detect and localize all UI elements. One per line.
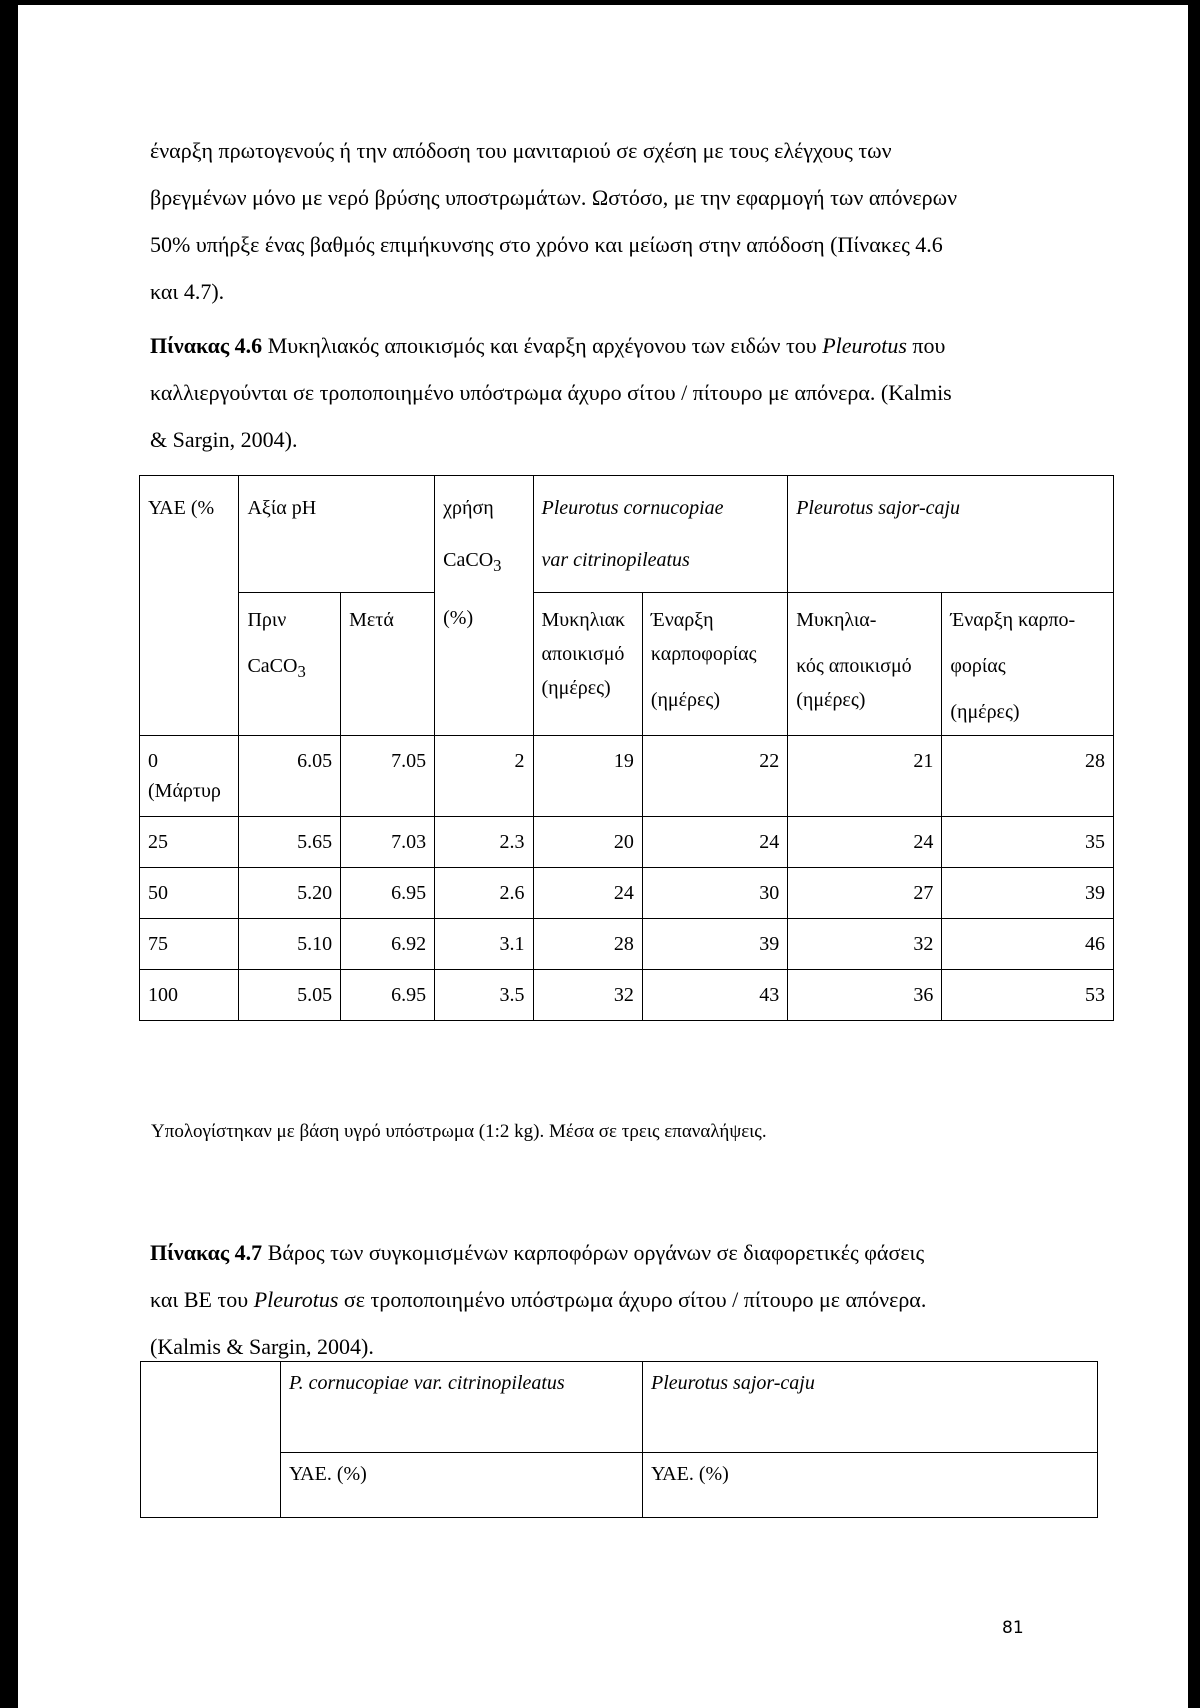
cell-yae: 50	[140, 868, 239, 919]
page-number: 81	[1002, 1618, 1024, 1638]
header-caco3-line: χρήση	[443, 497, 494, 519]
cell-ph-before: 5.65	[239, 817, 341, 868]
caption-genus: Pleurotus	[253, 1287, 339, 1312]
caption-text: Βάρος των συγκομισμένων καρποφόρων οργάνων σε διαφορετικές φάσεις	[262, 1240, 925, 1265]
intro-line: βρεγμένων μόνο με νερό βρύσης υποστρωμάτων. Ωστόσο, με την εφαρμογή των απόνερων	[150, 185, 958, 210]
header-yae-1: ΥΑΕ. (%)	[281, 1453, 643, 1518]
caption-text: (Kalmis & Sargin, 2004).	[150, 1334, 374, 1359]
cell-s2-fruiting: 53	[942, 970, 1114, 1021]
header-row-1	[140, 476, 1114, 593]
cell-s1-mycelial: 19	[533, 736, 642, 817]
caption-text: Μυκηλιακός αποικισμός και έναρξη αρχέγονου των ειδών του	[262, 333, 823, 358]
cell-ph-after: 7.03	[341, 817, 435, 868]
cell-ph-before: 5.20	[239, 868, 341, 919]
cell-ph-after: 6.92	[341, 919, 435, 970]
cell-ph-before: 6.05	[239, 736, 341, 817]
cell-s1-fruiting: 39	[642, 919, 787, 970]
header-row-2	[141, 1453, 1098, 1518]
table-row	[140, 736, 1114, 817]
cell-s1-fruiting: 22	[642, 736, 787, 817]
cell-caco3: 2	[435, 736, 533, 817]
header-empty	[141, 1362, 281, 1518]
header-species2: Pleurotus sajor-caju	[788, 476, 1114, 593]
caption-text: που	[906, 333, 946, 358]
cell-s2-fruiting: 46	[942, 919, 1114, 970]
header-s1-fruiting: Έναρξη καρποφορίας (ημέρες)	[642, 593, 787, 736]
table46-label: Πίνακας 4.6	[150, 333, 263, 358]
cell-s1-fruiting: 24	[642, 817, 787, 868]
cell-s1-mycelial: 20	[533, 817, 642, 868]
intro-line: 50% υπήρξε ένας βαθμός επιμήκυνσης στο χρόνο και μείωση στην απόδοση (Πίνακες 4.6	[150, 232, 943, 257]
cell-caco3: 2.3	[435, 817, 533, 868]
header-s1-mycelial: Μυκηλιακ αποικισμό (ημέρες)	[533, 593, 642, 736]
cell-yae: 100	[140, 970, 239, 1021]
cell-s2-fruiting: 39	[942, 868, 1114, 919]
cell-ph-before: 5.10	[239, 919, 341, 970]
header-yae-2: ΥΑΕ. (%)	[643, 1453, 1098, 1518]
header-caco3-formula: CaCO$_3$	[443, 549, 502, 575]
table46-caption	[150, 322, 1090, 463]
document-page	[18, 5, 1188, 1708]
caption-text: καλλιεργούνται σε τροποποιημένο υπόστρωμα άχυρο σίτου / πίτουρο με απόνερα. (Kalmis	[150, 380, 952, 405]
header-species2: Pleurotus sajor-caju	[643, 1362, 1098, 1453]
cell-s2-fruiting: 35	[942, 817, 1114, 868]
cell-s1-mycelial: 24	[533, 868, 642, 919]
cell-s2-mycelial: 32	[788, 919, 942, 970]
cell-yae: 75	[140, 919, 239, 970]
header-s2-mycelial: Μυκηλια- κός αποικισμό (ημέρες)	[788, 593, 942, 736]
cell-s1-fruiting: 30	[642, 868, 787, 919]
header-s2-fruiting: Έναρξη καρπο- φορίας (ημέρες)	[942, 593, 1114, 736]
table47-caption	[150, 1229, 1090, 1370]
cell-s2-mycelial: 36	[788, 970, 942, 1021]
cell-s2-fruiting: 28	[942, 736, 1114, 817]
cell-caco3: 3.1	[435, 919, 533, 970]
header-ph-after: Μετά	[341, 593, 435, 736]
caption-text: και ΒΕ του	[150, 1287, 254, 1312]
header-species1: P. cornucopiae var. citrinopileatus	[281, 1362, 643, 1453]
header-caco3-unit: (%)	[443, 607, 474, 629]
table-row	[140, 868, 1114, 919]
table-row	[140, 970, 1114, 1021]
table46-note: Υπολογίστηκαν με βάση υγρό υπόστρωμα (1:2 kg). Μέσα σε τρεις επαναλήψεις.	[151, 1121, 767, 1142]
cell-ph-after: 6.95	[341, 970, 435, 1021]
cell-s2-mycelial: 24	[788, 817, 942, 868]
header-yae: ΥΑΕ (%	[140, 476, 239, 736]
cell-s2-mycelial: 21	[788, 736, 942, 817]
header-ph-before: Πριν CaCO$_3$	[239, 593, 341, 736]
table-4-7	[140, 1361, 1098, 1518]
cell-ph-after: 7.05	[341, 736, 435, 817]
cell-ph-before: 5.05	[239, 970, 341, 1021]
header-row-2	[140, 593, 1114, 736]
intro-paragraph	[150, 127, 1090, 315]
cell-s1-mycelial: 28	[533, 919, 642, 970]
table-row	[140, 817, 1114, 868]
cell-s1-fruiting: 43	[642, 970, 787, 1021]
cell-s1-mycelial: 32	[533, 970, 642, 1021]
cell-yae: 25	[140, 817, 239, 868]
cell-yae: 0 (Μάρτυρ	[140, 736, 239, 817]
caption-text: σε τροποποιημένο υπόστρωμα άχυρο σίτου / πίτουρο με απόνερα.	[338, 1287, 927, 1312]
cell-ph-after: 6.95	[341, 868, 435, 919]
header-species1	[533, 476, 788, 593]
header-row-1	[141, 1362, 1098, 1453]
intro-line: έναρξη πρωτογενούς ή την απόδοση του μανιταριού σε σχέση με τους ελέγχους των	[150, 138, 892, 163]
species1-name: Pleurotus cornucopiae	[541, 497, 724, 519]
header-caco3	[435, 476, 533, 736]
table47-label: Πίνακας 4.7	[150, 1240, 263, 1265]
cell-caco3: 2.6	[435, 868, 533, 919]
table-row	[140, 919, 1114, 970]
cell-s2-mycelial: 27	[788, 868, 942, 919]
table-4-6	[139, 475, 1114, 1021]
caption-text: & Sargin, 2004).	[150, 427, 298, 452]
caption-genus: Pleurotus	[822, 333, 907, 358]
species1-variety: var citrinopileatus	[541, 549, 690, 571]
header-ph: Αξία pH	[239, 476, 435, 593]
cell-caco3: 3.5	[435, 970, 533, 1021]
intro-line: και 4.7).	[150, 279, 225, 304]
